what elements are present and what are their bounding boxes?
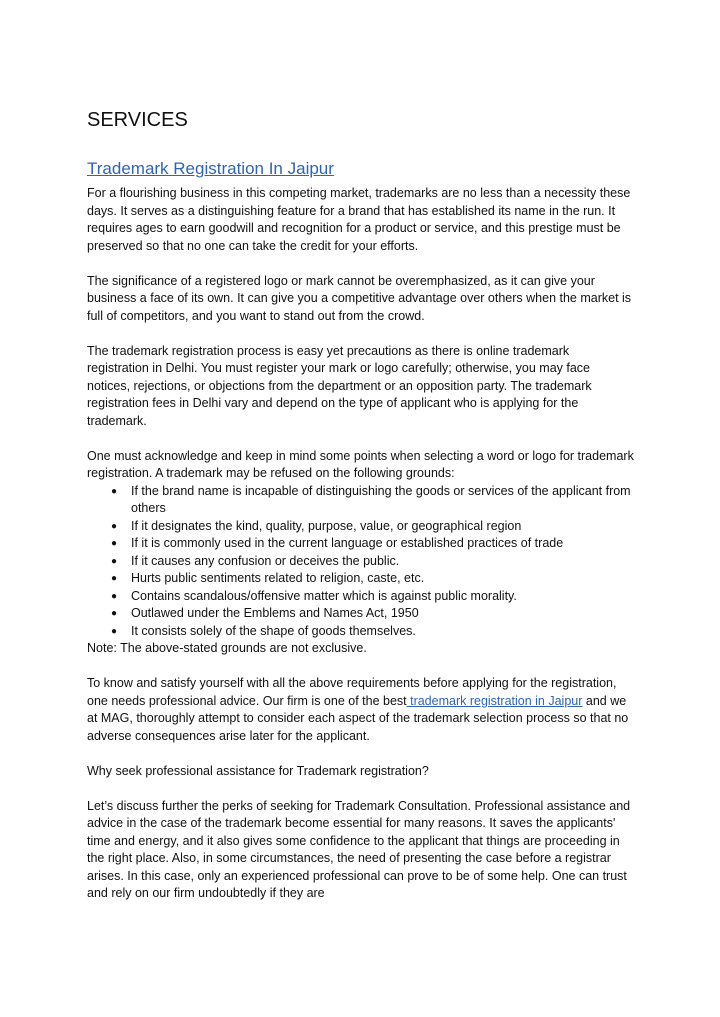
bullet-icon: ● — [111, 555, 118, 567]
list-item-text: Outlawed under the Emblems and Names Act, 1950 — [131, 606, 419, 620]
list-item — [87, 553, 634, 571]
bullet-icon: ● — [111, 520, 118, 532]
list-item — [87, 588, 634, 606]
list-item-text: Hurts public sentiments related to religion, caste, etc. — [131, 571, 425, 585]
bullet-icon: ● — [111, 573, 118, 584]
paragraph-process: The trademark registration process is easy yet precautions as there is online trademark registration in Delhi. You must register your mark or logo carefully; otherwise, you may face notices, rejections, or objections from the department or an opposition party. The trademark registration fees in Delhi vary and depend on the type of applicant who is applying for the trademark. — [87, 343, 592, 428]
list-item — [87, 570, 634, 588]
section-title[interactable]: Trademark Registration In Jaipur — [87, 159, 334, 178]
grounds-list — [87, 483, 634, 641]
list-item-text: If it designates the kind, quality, purpose, value, or geographical region — [131, 518, 522, 533]
bullet-icon: ● — [111, 590, 118, 602]
list-item — [87, 535, 634, 553]
list-item — [87, 605, 634, 623]
list-item — [87, 623, 634, 641]
paragraph-grounds-intro: One must acknowledge and keep in mind some points when selecting a word or logo for trademark registration. A trademark may be refused on the following grounds: — [87, 448, 634, 480]
paragraph-question: Why seek professional assistance for Trademark registration? — [87, 763, 429, 778]
page-title: SERVICES — [87, 109, 188, 131]
paragraph-significance: The significance of a registered logo or mark cannot be overemphasized, as it can give your business a face of its own. It can give you a competitive advantage over others when the market is full of competitors, and you want to stand out from the crowd. — [87, 273, 632, 323]
list-item — [87, 483, 634, 518]
paragraph-consultation: Let’s discuss further the perks of seeking for Trademark Consultation. Professional assistance and advice in the case of the trademark become essential for many reasons. It saves the applicants' time and energy, and it also gives some confidence to the applicant that things are proceeding in the right place. Also, in some circumstances, the need of presenting the case before a registrar arises. In this case, only an experienced professional can prove to be of some help. One can trust and rely on our firm undoubtedly if they are — [87, 798, 631, 900]
advice-text-end: and we at MAG, thoroughly attempt to consider each aspect of the trademark selection process so that no adverse consequences arise later for the applicant. — [87, 693, 629, 743]
list-item-text: Contains scandalous/offensive matter which is against public morality. — [131, 588, 517, 603]
list-item-text: If it causes any confusion or deceives the public. — [131, 553, 400, 568]
advice-text-start: To know and satisfy yourself with all the above requirements before applying for the registration, one needs professional advice. Our firm is one of the best — [87, 676, 617, 708]
bullet-icon: ● — [111, 538, 118, 549]
paragraph-advice — [87, 675, 634, 745]
list-item-text: If the brand name is incapable of distinguishing the goods or services of the applicant from others — [131, 483, 631, 515]
list-item — [87, 518, 634, 536]
paragraph-intro: For a flourishing business in this competing market, trademarks are no less than a necessity these days. It serves as a distinguishing feature for a brand that has established its name in the run. It requires ages to earn goodwill and recognition for a product or service, and this prestige must be preserved so that no one can take the credit for your efforts. — [87, 186, 631, 253]
trademark-registration-link[interactable]: trademark registration in Jaipur — [406, 693, 583, 708]
bullet-icon: ● — [111, 608, 118, 619]
bullet-icon: ● — [111, 625, 118, 637]
list-item-text: It consists solely of the shape of goods themselves. — [131, 623, 416, 638]
bullet-icon: ● — [111, 485, 118, 497]
list-item-text: If it is commonly used in the current language or established practices of trade — [131, 536, 564, 550]
note-text: Note: The above-stated grounds are not exclusive. — [87, 641, 367, 655]
